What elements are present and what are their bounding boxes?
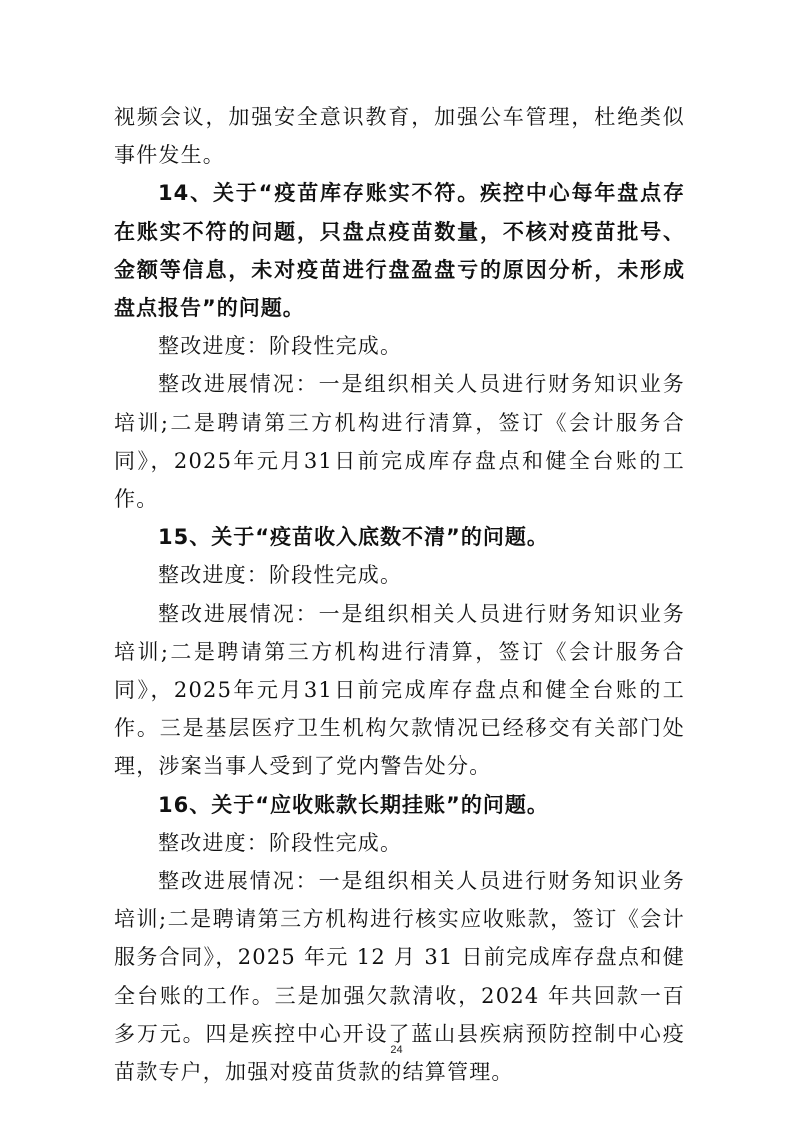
- progress-status-14: 整改进度：阶段性完成。: [158, 334, 403, 359]
- heading-item-15: 15、关于“疫苗收入底数不清”的问题。: [158, 525, 549, 550]
- progress-detail-16: 整改进展情况：一是组织相关人员进行财务知识业务培训;二是聘请第三方机构进行核实应收账款，签订《会计服务合同》，2025 年元 12 月 31 日前完成库存盘点和健全台账的工作。三是加强欠款清收，2024 年共回款一百多万元。四是疾控中心开设了蓝山县疾病预防控制中心疫苗款专户，加强对疫苗货款的结算管理。: [114, 869, 685, 1085]
- progress-status-15: 整改进度：阶段性完成。: [158, 563, 403, 588]
- paragraph-continuation: 视频会议，加强安全意识教育，加强公车管理，杜绝类似事件发生。: [114, 105, 685, 168]
- progress-status-16: 整改进度：阶段性完成。: [158, 830, 403, 855]
- document-body: [114, 98, 685, 1091]
- progress-detail-14: 整改进展情况：一是组织相关人员进行财务知识业务培训;二是聘请第三方机构进行清算，签订《会计服务合同》，2025年元月31日前完成库存盘点和健全台账的工作。: [114, 372, 685, 512]
- page-number: 24: [390, 1044, 403, 1056]
- heading-item-16: 16、关于“应收账款长期挂账”的问题。: [158, 792, 549, 817]
- progress-detail-15: 整改进展情况：一是组织相关人员进行财务知识业务培训;二是聘请第三方机构进行清算，签订《会计服务合同》，2025年元月31日前完成库存盘点和健全台账的工作。三是基层医疗卫生机构欠款情况已经移交有关部门处理，涉案当事人受到了党内警告处分。: [114, 601, 685, 779]
- heading-item-14: 14、关于“疫苗库存账实不符。疾控中心每年盘点存在账实不符的问题，只盘点疫苗数量，不核对疫苗批号、金额等信息，未对疫苗进行盘盈盘亏的原因分析，未形成盘点报告”的问题。: [114, 181, 685, 321]
